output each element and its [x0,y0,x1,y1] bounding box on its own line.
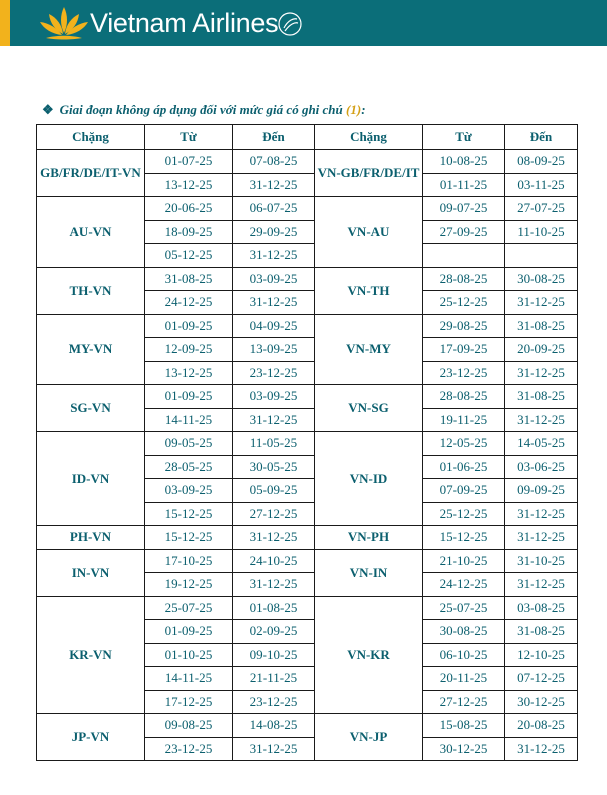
date-to-cell: 03-09-25 [233,385,315,409]
col-header-route: Chặng [37,125,145,150]
date-from-cell: 13-12-25 [145,173,233,197]
table-row [37,549,578,573]
date-from-cell: 25-07-25 [145,596,233,620]
date-to-cell: 20-09-25 [505,338,578,362]
date-from-cell: 21-10-25 [423,549,505,573]
table-row [37,526,578,550]
date-to-cell: 11-05-25 [233,432,315,456]
date-from-cell: 25-12-25 [423,291,505,315]
blackout-dates-table [36,124,578,761]
date-to-cell: 31-12-25 [505,526,578,550]
route-cell-inbound: VN-SG [315,385,423,432]
date-from-cell: 05-12-25 [145,244,233,268]
date-to-cell: 21-11-25 [233,667,315,691]
date-to-cell: 31-08-25 [505,314,578,338]
date-to-cell: 31-12-25 [233,573,315,597]
date-to-cell: 31-12-25 [505,291,578,315]
date-from-cell: 09-07-25 [423,197,505,221]
col-header-from: Từ [423,125,505,150]
date-from-cell: 06-10-25 [423,643,505,667]
date-to-cell: 23-12-25 [233,361,315,385]
date-from-cell: 30-08-25 [423,620,505,644]
date-from-cell: 13-12-25 [145,361,233,385]
route-cell-inbound: VN-IN [315,549,423,596]
date-from-cell: 10-08-25 [423,150,505,174]
date-to-cell: 09-10-25 [233,643,315,667]
date-from-cell: 01-07-25 [145,150,233,174]
date-to-cell: 03-09-25 [233,267,315,291]
date-from-cell: 17-09-25 [423,338,505,362]
date-to-cell: 14-08-25 [233,714,315,738]
date-from-cell: 19-11-25 [423,408,505,432]
section-subtitle [42,102,366,118]
date-to-cell: 31-08-25 [505,620,578,644]
route-cell-inbound: VN-ID [315,432,423,526]
date-to-cell: 31-12-25 [233,526,315,550]
col-header-from: Từ [145,125,233,150]
date-from-cell: 25-12-25 [423,502,505,526]
date-to-cell: 31-12-25 [233,291,315,315]
date-to-cell: 07-08-25 [233,150,315,174]
col-header-route: Chặng [315,125,423,150]
table-body [37,150,578,761]
route-cell-outbound: ID-VN [37,432,145,526]
date-to-cell: 27-12-25 [233,502,315,526]
route-cell-inbound: VN-AU [315,197,423,268]
date-from-cell: 12-09-25 [145,338,233,362]
header-accent-stripe [0,0,10,46]
brand-name: Vietnam Airlines [90,8,279,38]
date-to-cell: 31-12-25 [233,408,315,432]
date-from-cell: 01-06-25 [423,455,505,479]
route-cell-inbound: VN-PH [315,526,423,550]
date-from-cell: 01-10-25 [145,643,233,667]
table-row [37,385,578,409]
date-from-cell: 14-11-25 [145,408,233,432]
date-to-cell [505,244,578,268]
date-from-cell: 28-05-25 [145,455,233,479]
date-to-cell: 31-08-25 [505,385,578,409]
date-from-cell: 07-09-25 [423,479,505,503]
route-cell-outbound: IN-VN [37,549,145,596]
date-from-cell: 27-12-25 [423,690,505,714]
date-to-cell: 03-11-25 [505,173,578,197]
date-from-cell: 25-07-25 [423,596,505,620]
col-header-to: Đến [233,125,315,150]
date-from-cell [423,244,505,268]
date-from-cell: 28-08-25 [423,385,505,409]
date-from-cell: 15-12-25 [145,502,233,526]
date-to-cell: 12-10-25 [505,643,578,667]
date-from-cell: 01-09-25 [145,314,233,338]
date-from-cell: 09-05-25 [145,432,233,456]
date-from-cell: 27-09-25 [423,220,505,244]
route-cell-inbound: VN-GB/FR/DE/IT [315,150,423,197]
date-from-cell: 01-09-25 [145,385,233,409]
route-cell-outbound: MY-VN [37,314,145,385]
date-from-cell: 18-09-25 [145,220,233,244]
date-to-cell: 31-12-25 [505,573,578,597]
date-to-cell: 29-09-25 [233,220,315,244]
date-to-cell: 31-12-25 [505,361,578,385]
date-to-cell: 31-12-25 [233,737,315,761]
date-to-cell: 06-07-25 [233,197,315,221]
date-to-cell: 11-10-25 [505,220,578,244]
col-header-to: Đến [505,125,578,150]
date-to-cell: 23-12-25 [233,690,315,714]
route-cell-outbound: GB/FR/DE/IT-VN [37,150,145,197]
route-cell-outbound: SG-VN [37,385,145,432]
route-cell-outbound: JP-VN [37,714,145,761]
table-row [37,197,578,221]
date-to-cell: 04-09-25 [233,314,315,338]
date-to-cell: 31-12-25 [505,408,578,432]
date-to-cell: 31-10-25 [505,549,578,573]
route-cell-outbound: KR-VN [37,596,145,714]
date-to-cell: 31-12-25 [233,173,315,197]
date-to-cell: 30-12-25 [505,690,578,714]
date-from-cell: 01-11-25 [423,173,505,197]
subtitle-suffix: : [361,102,366,117]
date-from-cell: 17-12-25 [145,690,233,714]
date-from-cell: 15-08-25 [423,714,505,738]
bullet-icon: ❖ [42,102,54,117]
date-to-cell: 07-12-25 [505,667,578,691]
route-cell-inbound: VN-TH [315,267,423,314]
table-row [37,714,578,738]
subtitle-note: (1) [346,102,362,117]
date-to-cell: 30-08-25 [505,267,578,291]
route-cell-outbound: AU-VN [37,197,145,268]
date-from-cell: 23-12-25 [423,361,505,385]
date-to-cell: 24-10-25 [233,549,315,573]
date-to-cell: 09-09-25 [505,479,578,503]
table-header-row [37,125,578,150]
date-to-cell: 31-12-25 [505,737,578,761]
date-from-cell: 31-08-25 [145,267,233,291]
date-to-cell: 14-05-25 [505,432,578,456]
route-cell-inbound: VN-JP [315,714,423,761]
date-to-cell: 31-12-25 [505,502,578,526]
date-from-cell: 15-12-25 [145,526,233,550]
date-to-cell: 27-07-25 [505,197,578,221]
date-from-cell: 03-09-25 [145,479,233,503]
date-to-cell: 03-06-25 [505,455,578,479]
date-from-cell: 19-12-25 [145,573,233,597]
date-to-cell: 30-05-25 [233,455,315,479]
table-row [37,432,578,456]
date-from-cell: 24-12-25 [145,291,233,315]
date-from-cell: 09-08-25 [145,714,233,738]
date-to-cell: 03-08-25 [505,596,578,620]
route-cell-outbound: PH-VN [37,526,145,550]
date-to-cell: 01-08-25 [233,596,315,620]
date-from-cell: 20-11-25 [423,667,505,691]
header-bar [0,0,607,46]
date-from-cell: 30-12-25 [423,737,505,761]
date-from-cell: 24-12-25 [423,573,505,597]
date-to-cell: 08-09-25 [505,150,578,174]
subtitle-text: Giai đoạn không áp dụng đối với mức giá có ghi chú [59,102,347,117]
date-from-cell: 17-10-25 [145,549,233,573]
date-to-cell: 31-12-25 [233,244,315,268]
route-cell-outbound: TH-VN [37,267,145,314]
date-from-cell: 29-08-25 [423,314,505,338]
table-row [37,314,578,338]
date-to-cell: 05-09-25 [233,479,315,503]
date-from-cell: 20-06-25 [145,197,233,221]
table-row [37,596,578,620]
route-cell-inbound: VN-MY [315,314,423,385]
date-from-cell: 28-08-25 [423,267,505,291]
date-from-cell: 01-09-25 [145,620,233,644]
date-from-cell: 12-05-25 [423,432,505,456]
date-from-cell: 15-12-25 [423,526,505,550]
table-row [37,267,578,291]
date-from-cell: 23-12-25 [145,737,233,761]
table-row [37,150,578,174]
date-from-cell: 14-11-25 [145,667,233,691]
date-to-cell: 13-09-25 [233,338,315,362]
route-cell-inbound: VN-KR [315,596,423,714]
date-to-cell: 20-08-25 [505,714,578,738]
date-to-cell: 02-09-25 [233,620,315,644]
